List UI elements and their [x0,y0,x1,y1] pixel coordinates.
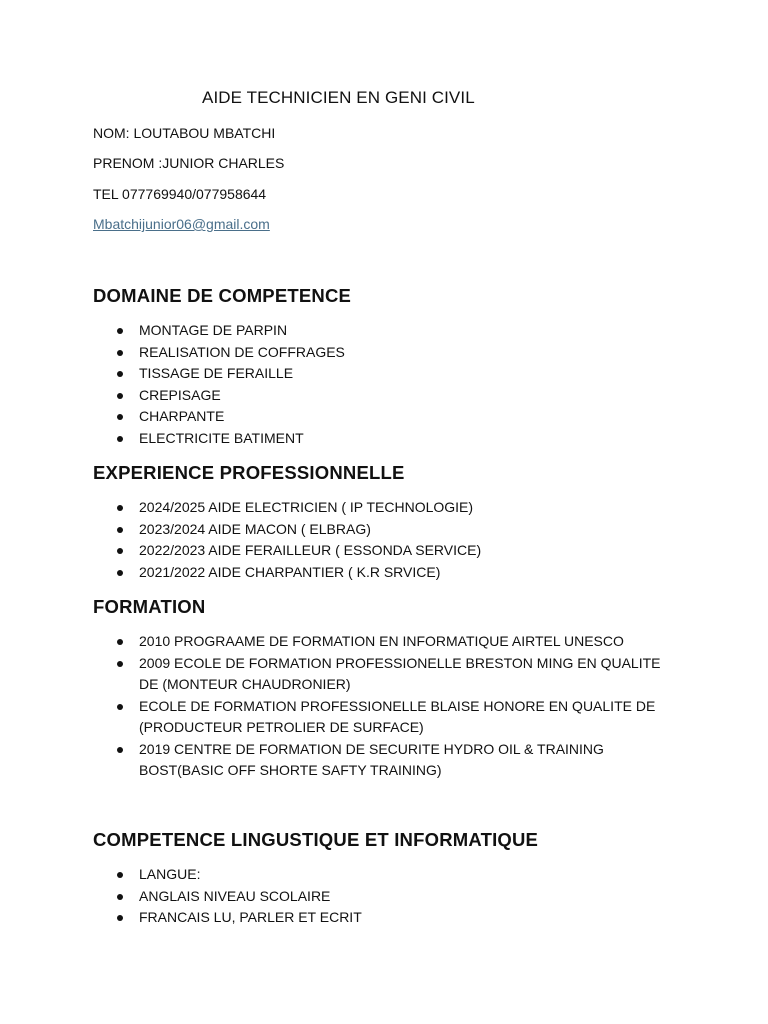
list-item: ECOLE DE FORMATION PROFESSIONELLE BLAISE HONORE EN QUALITE DE (PRODUCTEUR PETROLIER DE SURFACE) [93,696,673,739]
list-item: 2022/2023 AIDE FERAILLEUR ( ESSONDA SERVICE) [93,540,673,562]
experience-heading: EXPERIENCE PROFESSIONNELLE [93,462,405,483]
competence-heading: DOMAINE DE COMPETENCE [93,285,352,306]
list-item: REALISATION DE COFFRAGES [93,342,673,364]
list-item: LANGUE: [93,864,673,886]
list-item: CHARPANTE [93,406,673,428]
list-item: ELECTRICITE BATIMENT [93,428,673,450]
list-item: ANGLAIS NIVEAU SCOLAIRE [93,886,673,908]
list-item: 2024/2025 AIDE ELECTRICIEN ( IP TECHNOLOGIE) [93,497,673,519]
email-link[interactable]: Mbatchijunior06@gmail.com [93,216,270,232]
list-item: 2009 ECOLE DE FORMATION PROFESSIONELLE BRESTON MING EN QUALITE DE (MONTEUR CHAUDRONIER) [93,653,673,696]
list-item: 2019 CENTRE DE FORMATION DE SECURITE HYDRO OIL & TRAINING BOST(BASIC OFF SHORTE SAFTY TRAINING) [93,739,673,782]
competence-list [93,320,673,449]
langues-heading: COMPETENCE LINGUSTIQUE ET INFORMATIQUE [93,829,539,850]
document-title: AIDE TECHNICIEN EN GENI CIVIL [202,88,475,107]
experience-list [93,497,673,583]
list-item: 2023/2024 AIDE MACON ( ELBRAG) [93,519,673,541]
list-item: MONTAGE DE PARPIN [93,320,673,342]
list-item: TISSAGE DE FERAILLE [93,363,673,385]
nom-line: NOM: LOUTABOU MBATCHI [93,125,276,141]
formation-list [93,631,673,782]
formation-heading: FORMATION [93,596,206,617]
list-item: 2021/2022 AIDE CHARPANTIER ( K.R SRVICE) [93,562,673,584]
list-item: 2010 PROGRAAME DE FORMATION EN INFORMATIQUE AIRTEL UNESCO [93,631,673,653]
tel-line: TEL 077769940/077958644 [93,186,267,202]
list-item: FRANCAIS LU, PARLER ET ECRIT [93,907,673,929]
list-item: CREPISAGE [93,385,673,407]
prenom-line: PRENOM :JUNIOR CHARLES [93,155,285,171]
langues-list [93,864,673,929]
